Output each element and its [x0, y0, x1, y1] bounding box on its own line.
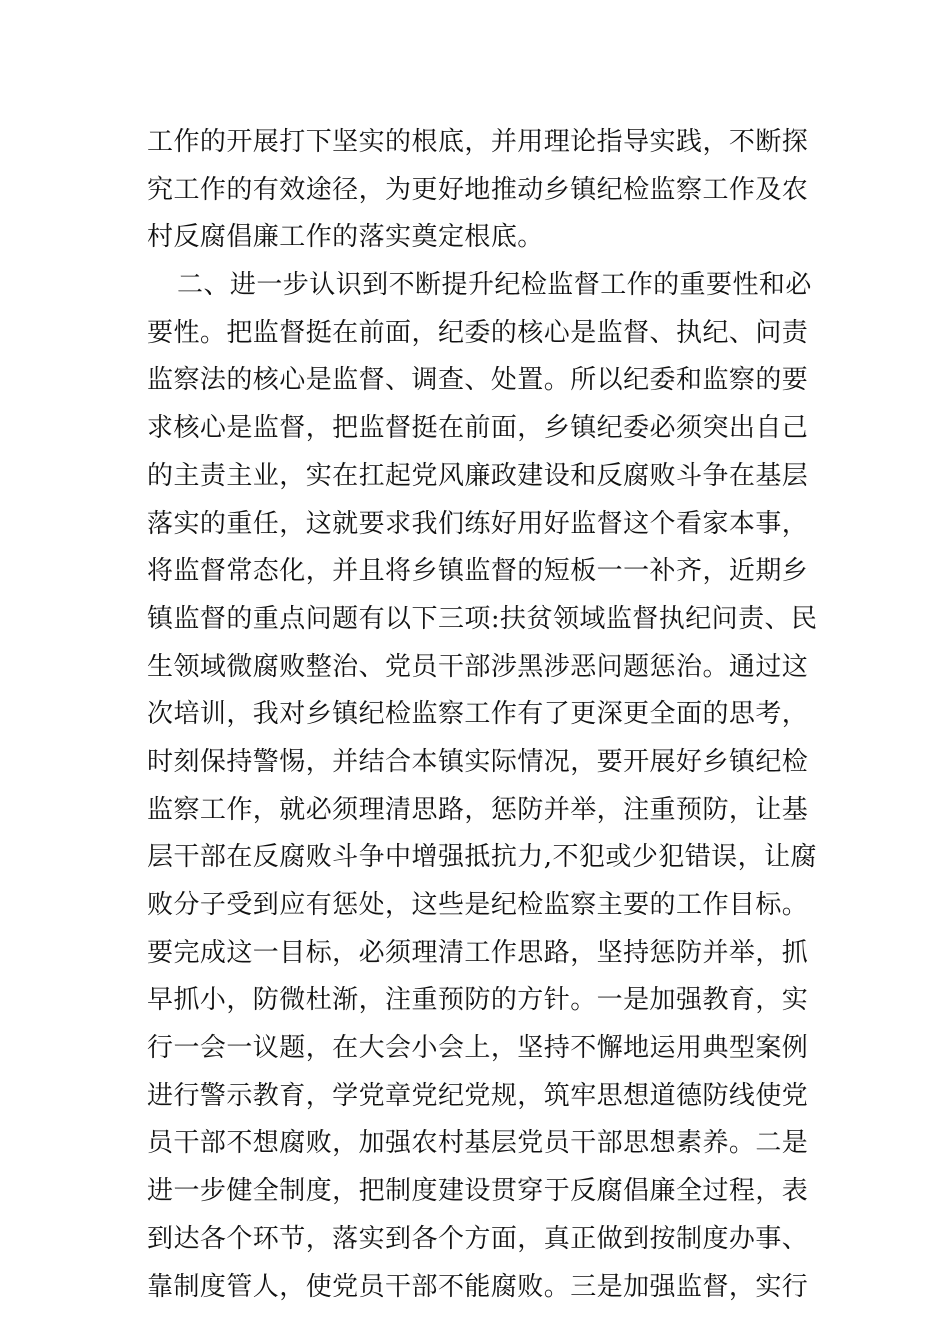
text-line: 到达各个环节，落实到各个方面，真正做到按制度办事、	[147, 1223, 809, 1254]
text-line: 落实的重任，这就要求我们练好用好监督这个看家本事，	[147, 508, 809, 539]
text-line: 员干部不想腐败，加强农村基层党员干部思想素养。二是	[147, 1128, 809, 1159]
text-line: 村反腐倡廉工作的落实奠定根底。	[147, 222, 544, 253]
text-line: 层干部在反腐败斗争中增强抵抗力,不犯或少犯错误，让腐	[147, 842, 817, 873]
text-line: 监察工作，就必须理清思路，惩防并举，注重预防，让基	[147, 794, 809, 825]
section-two-first-line: 二、进一步认识到不断提升纪检监督工作的重要性和必	[177, 270, 812, 301]
text-line: 进一步健全制度，把制度建设贯穿于反腐倡廉全过程，表	[147, 1176, 809, 1207]
text-line: 生领域微腐败整治、党员干部涉黑涉恶问题惩治。通过这	[147, 651, 809, 682]
text-line: 时刻保持警惕，并结合本镇实际情况，要开展好乡镇纪检	[147, 746, 809, 777]
text-line: 靠制度管人，使党员干部不能腐败。三是加强监督，实行	[147, 1271, 809, 1302]
text-line: 的主责主业，实在扛起党风廉政建设和反腐败斗争在基层	[147, 460, 809, 491]
text-line: 次培训，我对乡镇纪检监察工作有了更深更全面的思考，	[147, 699, 809, 730]
text-line: 进行警示教育，学党章党纪党规，筑牢思想道德防线使党	[147, 1080, 809, 1111]
text-line: 要完成这一目标，必须理清工作思路，坚持惩防并举，抓	[147, 937, 809, 968]
text-line: 工作的开展打下坚实的根底，并用理论指导实践，不断探	[147, 127, 809, 157]
text-line: 镇监督的重点问题有以下三项:扶贫领域监督执纪问责、民	[147, 603, 818, 634]
document-body	[147, 119, 818, 1311]
text-line: 监察法的核心是监督、调查、处置。所以纪委和监察的要	[147, 365, 809, 396]
text-line: 败分子受到应有惩处，这些是纪检监察主要的工作目标。	[147, 890, 809, 920]
text-line: 行一会一议题，在大会小会上，坚持不懈地运用典型案例	[147, 1033, 809, 1064]
text-line: 求核心是监督，把监督挺在前面，乡镇纪委必须突出自己	[147, 413, 809, 444]
text-line: 究工作的有效途径，为更好地推动乡镇纪检监察工作及农	[147, 174, 809, 205]
text-line: 将监督常态化，并且将乡镇监督的短板一一补齐，近期乡	[147, 556, 809, 587]
text-line: 早抓小，防微杜渐，注重预防的方针。一是加强教育，实	[147, 985, 809, 1016]
text-line: 要性。把监督挺在前面，纪委的核心是监督、执纪、问责	[147, 317, 809, 348]
